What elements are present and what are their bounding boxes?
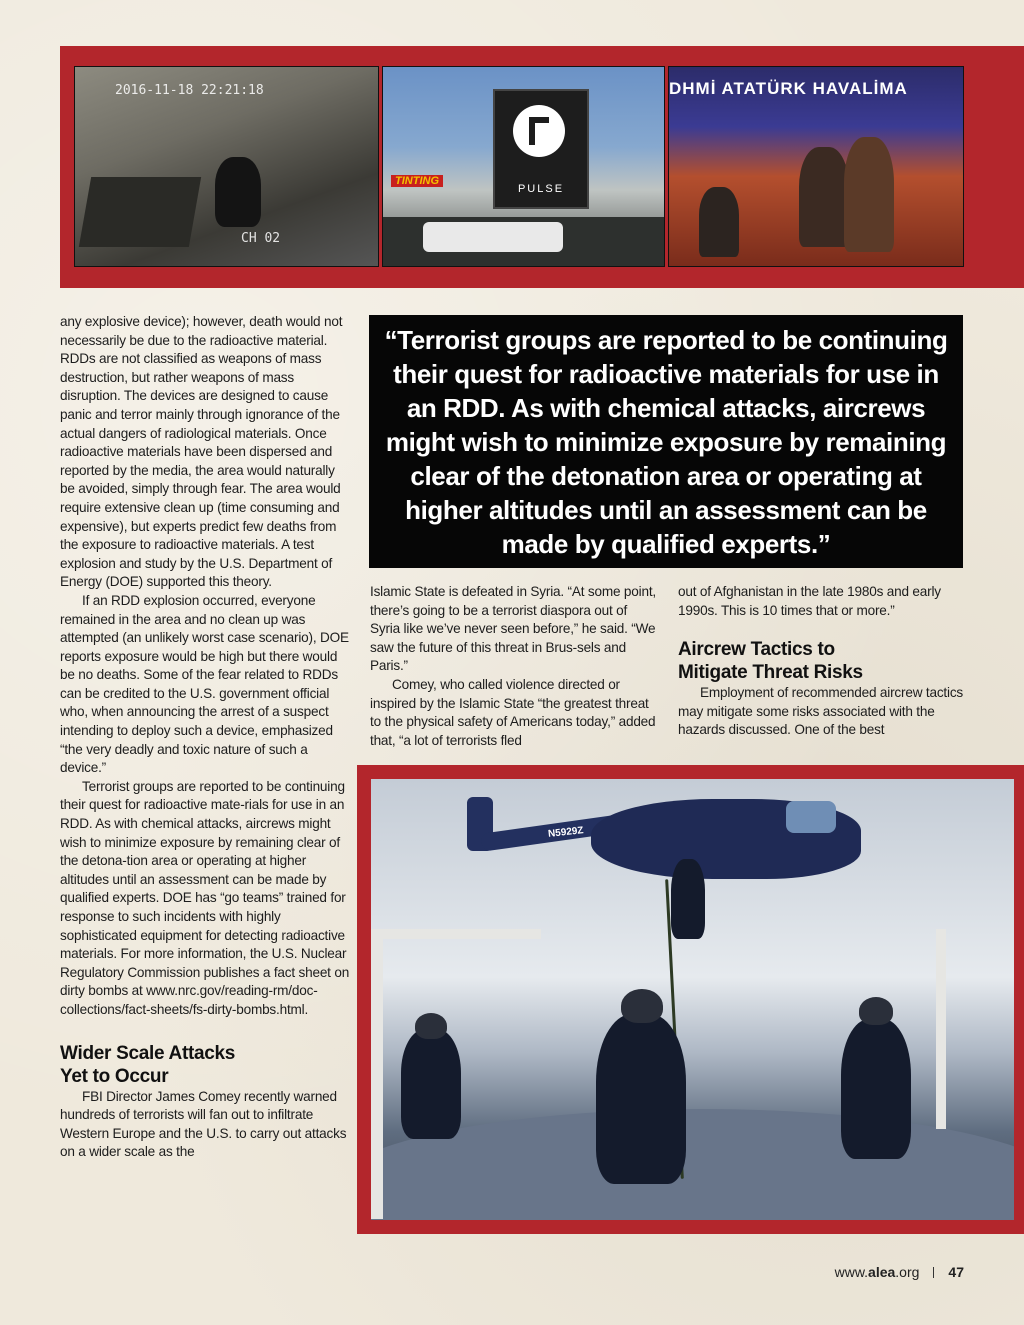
middle-paragraph-2: Comey, who called violence directed or inspired by the Islamic State “the greatest threat to the physical safety of Americans today,” added that, “a lot of terrorists fled (370, 676, 656, 748)
ship-deck (371, 1109, 1014, 1220)
helicopter-window (786, 801, 836, 833)
cctv-attack-photo (74, 66, 379, 267)
heading-line: Mitigate Threat Risks (678, 662, 863, 684)
footer-url[interactable] (835, 1264, 920, 1280)
officer-center (596, 1014, 686, 1184)
helmet-icon (621, 989, 663, 1023)
helicopter-rappel-photo (371, 779, 1014, 1220)
officer-right (841, 1019, 911, 1159)
left-paragraph-2: If an RDD explosion occurred, everyone remained in the area and no clean up was attempted (an unlikely worst case scenario), DOE reports exposure would be high but there would be no deaths. Some of the fear related to RDDs can be credited to the U.S. government official who, when announcing the arrest of a suspect intending to deploy such a device, emphasized “the very deadly and toxic nature of such a device.” (60, 592, 349, 776)
middle-article-column (370, 583, 660, 750)
deck-rail (936, 929, 946, 1129)
vehicle-shape (423, 222, 563, 252)
helmet-icon (415, 1013, 447, 1039)
pulse-sign-text: PULSE (517, 183, 565, 195)
person-silhouette (844, 137, 894, 252)
page-footer (835, 1264, 964, 1280)
helmet-icon (859, 997, 893, 1025)
deck-rail (371, 929, 383, 1219)
person-silhouette (699, 187, 739, 257)
left-paragraph-3: Terrorist groups are reported to be continuing their quest for radioactive mate-rials for use in an RDD. As with chemical attacks, aircrews might wish to minimize exposure by remaining clear of the detona-tion area or operating at higher altitudes until an assessment can be made by qualified experts. DOE has “go teams” trained for response to such incidents with highly sophisticated equipment for detecting radioactive materials. For more information, the U.S. Nuclear Regulatory Commission publishes a fact sheet on dirty bombs at www.nrc.gov/reading-rm/doc-collections/fact-sheets/fs-dirty-bombs.html. (60, 778, 350, 1017)
pulse-sign (493, 89, 589, 209)
pull-quote-text: “Terrorist groups are reported to be continuing their quest for radioactive materials for use in an RDD. As with chemical attacks, aircrews might wish to minimize exposure by remaining clear of the detonation area or operating at higher altitudes until an assessment can be made by qualified experts.” (384, 324, 948, 559)
tinting-sign: TINTING (391, 175, 443, 187)
left-paragraph-1: any explosive device); however, death would not necessarily be due to the radioactive material. RDDs are not classified as weapons of mass destruction, but rather weapons of mass disruption. The devices are designed to cause panic and terror mainly through ignorance of the actual dangers of radiological materials. Once radioactive materials have been dispersed and reported by the media, the area would naturally be avoided, simply through fear. The area would require extensive clean up (time consuming and expensive), but experts predict few deaths from the exposure to radioactive materials. A test explosion and study by the U.S. Department of Energy (DOE) supported this theory. (60, 314, 343, 590)
heading-line: Wider Scale Attacks (60, 1042, 236, 1064)
helicopter-photo-frame (357, 765, 1024, 1234)
counter-shape (79, 177, 201, 247)
pull-quote-box (369, 315, 963, 568)
pulse-logo-icon (513, 105, 565, 157)
pulse-nightclub-photo (382, 66, 665, 267)
middle-paragraph-1: Islamic State is defeated in Syria. “At some point, there’s going to be a terrorist diaspora out of Syria like we’ve never seen before,” he said. “We saw the future of this threat in Brus-sels and Paris.” (370, 584, 656, 674)
section-heading-aircrew-tactics (678, 638, 968, 684)
url-prefix: www. (834, 1264, 869, 1280)
heading-line: Aircrew Tactics to (678, 639, 835, 661)
left-article-column (60, 313, 350, 1162)
airport-sign-text: DHMİ ATATÜRK HAVALİMA (669, 79, 908, 98)
section-heading-wider-scale (60, 1042, 350, 1088)
helicopter-registration: N5929Z (547, 825, 585, 840)
person-silhouette (799, 147, 849, 247)
top-photo-strip (60, 46, 1024, 288)
cctv-channel: CH 02 (241, 231, 281, 246)
cctv-timestamp: 2016-11-18 22:21:18 (115, 83, 264, 98)
footer-separator (933, 1267, 934, 1278)
left-paragraph-4: FBI Director James Comey recently warned hundreds of terrorists will fan out to infiltrate Western Europe and the U.S. to carry out attacks on a wider scale as the (60, 1088, 347, 1160)
person-silhouette (215, 157, 261, 227)
right-article-column (678, 583, 968, 740)
officer-left (401, 1029, 461, 1139)
deck-rail (371, 929, 541, 939)
rappelling-officer (671, 859, 705, 939)
ataturk-airport-photo (668, 66, 964, 267)
right-paragraph-1: out of Afghanistan in the late 1980s and early 1990s. This is 10 times that or more.” (678, 584, 941, 618)
url-suffix: .org (895, 1264, 920, 1280)
heading-line: Yet to Occur (60, 1065, 169, 1087)
right-paragraph-2: Employment of recommended aircrew tactics may mitigate some risks associated with the hazards discussed. One of the best (678, 685, 964, 738)
page-number: 47 (948, 1264, 964, 1280)
url-brand: alea (868, 1264, 896, 1280)
